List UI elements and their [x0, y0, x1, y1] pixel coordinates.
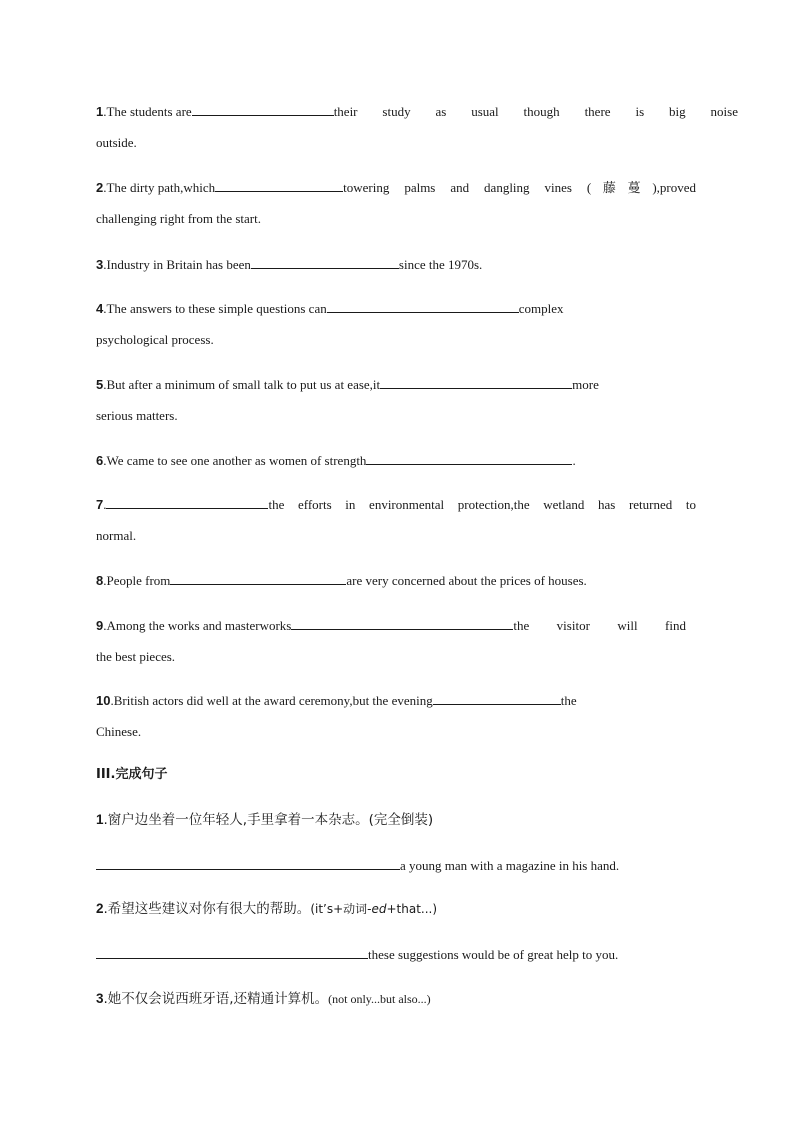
answer-blank[interactable] [251, 257, 399, 269]
item-hint: +that...) [386, 902, 438, 916]
item-prompt: .窗户边坐着一位年轻人,手里拿着一本杂志。(完全倒装) [103, 812, 434, 828]
question-1-continued: outside. [96, 135, 137, 150]
answer-blank[interactable] [106, 497, 268, 509]
translation-item-1-answer [96, 858, 696, 872]
answer-blank[interactable] [96, 858, 400, 870]
answer-blank[interactable] [327, 301, 519, 313]
question-number: 9 [96, 618, 104, 633]
question-text: .British actors did well at the award ceremony,but the evening [110, 693, 433, 708]
question-text: since the 1970s. [398, 257, 483, 272]
question-number: 5 [96, 377, 104, 392]
question-text: the efforts in environmental protection,the wetland has returned to [268, 497, 696, 512]
question-text: the visitor will find [513, 618, 686, 633]
item-number: 1 [96, 812, 104, 827]
question-text: .People from [103, 573, 171, 588]
question-7-continued: normal. [96, 528, 137, 543]
question-2-continued: challenging right from the start. [96, 211, 261, 226]
translation-item-3-prompt [96, 992, 696, 1007]
item-prompt: .她不仅会说西班牙语,还精通计算机。 [103, 991, 329, 1007]
question-text: .The students are [103, 104, 192, 119]
item-hint-italic: ed [371, 902, 387, 916]
question-number: 8 [96, 573, 104, 588]
question-text: towering palms and dangling vines (藤蔓),proved [343, 180, 696, 195]
question-text: .The dirty path,which [103, 180, 216, 195]
question-1 [96, 104, 738, 119]
question-text: complex [518, 301, 564, 316]
question-text: are very concerned about the prices of houses. [346, 573, 587, 588]
answer-blank[interactable] [215, 180, 343, 192]
answer-text: a young man with a magazine in his hand. [400, 858, 620, 873]
question-6 [96, 453, 696, 467]
item-prompt: .希望这些建议对你有很大的帮助。 [103, 901, 311, 917]
question-9-continued: the best pieces. [96, 649, 176, 664]
item-number: 3 [96, 991, 104, 1006]
question-number: 1 [96, 104, 104, 119]
answer-blank[interactable] [192, 104, 334, 116]
question-4-continued: psychological process. [96, 332, 214, 347]
question-5-continued: serious matters. [96, 408, 178, 423]
question-number: 3 [96, 257, 104, 272]
answer-blank[interactable] [380, 377, 572, 389]
answer-blank[interactable] [170, 573, 346, 585]
question-number: 2 [96, 180, 104, 195]
answer-blank[interactable] [291, 618, 513, 630]
question-3 [96, 257, 696, 271]
question-9 [96, 618, 696, 632]
question-text: .The answers to these simple questions can [103, 301, 327, 316]
question-text: . [572, 453, 576, 468]
question-5 [96, 377, 696, 391]
answer-blank[interactable] [96, 947, 368, 959]
translation-item-2-answer [96, 947, 696, 961]
question-8 [96, 573, 696, 587]
item-hint: (not only...but also...) [328, 992, 431, 1006]
question-number: 10 [96, 693, 111, 708]
question-text: .But after a minimum of small talk to put us at ease,it [103, 377, 381, 392]
question-text: .Among the works and masterworks [103, 618, 292, 633]
question-text: .Industry in Britain has been [103, 257, 251, 272]
question-number: 6 [96, 453, 104, 468]
question-7 [96, 497, 696, 511]
translation-item-2-prompt [96, 902, 696, 917]
question-text: more [572, 377, 599, 392]
question-4 [96, 301, 696, 315]
section-heading: III.完成句子 [96, 767, 168, 782]
question-number: 7 [96, 497, 104, 512]
answer-blank[interactable] [366, 453, 572, 465]
question-10 [96, 693, 696, 707]
question-text: . [103, 497, 107, 512]
item-hint: (it’s+动词- [310, 902, 372, 916]
answer-text: these suggestions would be of great help to you. [368, 947, 619, 962]
item-number: 2 [96, 901, 104, 916]
translation-item-1-prompt [96, 813, 696, 828]
question-2 [96, 180, 696, 194]
question-text: their study as usual though there is big noise [333, 104, 738, 119]
question-number: 4 [96, 301, 104, 316]
question-10-continued: Chinese. [96, 724, 142, 739]
question-text: .We came to see one another as women of strength [103, 453, 367, 468]
answer-blank[interactable] [433, 693, 561, 705]
question-text: the [560, 693, 577, 708]
